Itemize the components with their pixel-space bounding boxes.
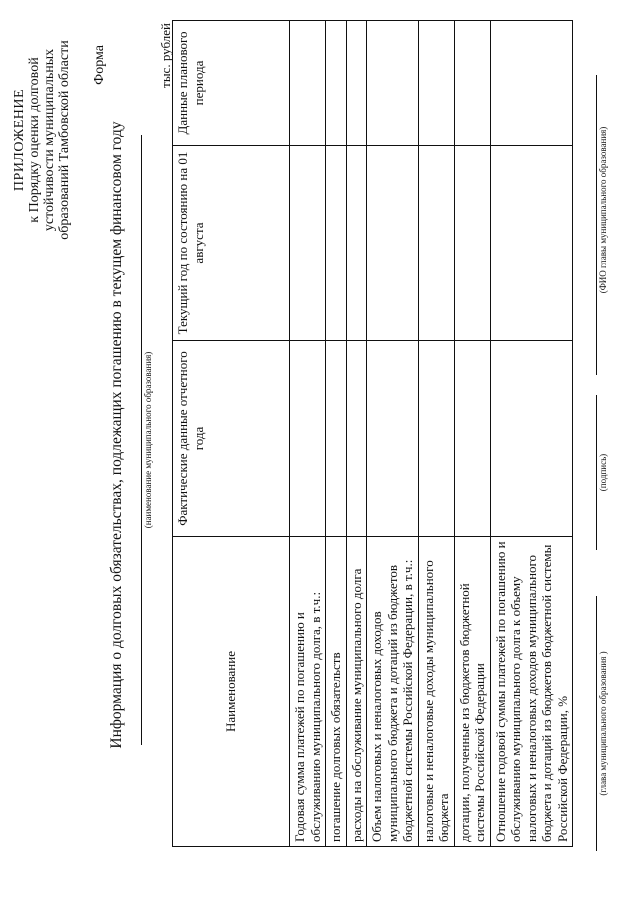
name-caption: (ФИО главы муниципального образования) (598, 126, 608, 294)
cell-plan[interactable] (418, 21, 454, 146)
cell-current[interactable] (454, 146, 490, 341)
cell-current[interactable] (326, 146, 347, 341)
cell-actual[interactable] (290, 341, 326, 537)
signature-caption: (подпись) (598, 453, 608, 492)
appendix-title: ПРИЛОЖЕНИЕ (12, 88, 27, 192)
cell-actual[interactable] (367, 341, 419, 537)
table-row (326, 21, 347, 847)
cell-actual[interactable] (326, 341, 347, 537)
row-label: расходы на обслуживание муниципального долга (346, 537, 367, 847)
appendix-line-1: к Порядку оценки долговой (27, 57, 42, 223)
cell-actual[interactable] (418, 341, 454, 537)
row-label: налоговые и неналоговые доходы муниципального бюджета (418, 537, 454, 847)
municipality-blank-line (140, 135, 142, 745)
cell-plan[interactable] (290, 21, 326, 146)
header-plan: Данные планового периода (173, 21, 290, 146)
table-row (290, 21, 326, 847)
appendix-block (12, 15, 72, 265)
cell-plan[interactable] (326, 21, 347, 146)
table-row (490, 21, 573, 847)
document-heading: Информация о долговых обязательствах, подлежащих погашению в текущем финансовом году (108, 121, 125, 749)
cell-current[interactable] (346, 146, 367, 341)
table-row (346, 21, 367, 847)
cell-plan[interactable] (490, 21, 573, 146)
row-label: Отношение годовой суммы платежей по погашению и обслуживанию муниципального долга к объему налоговых и неналоговых доходов муниципального бюджета и дотаций из бюджетов бюджетной системы Российской Федерации, % (490, 537, 573, 847)
row-label: погашение долговых обязательств (326, 537, 347, 847)
appendix-line-2: устойчивости муниципальных (42, 48, 57, 232)
table-row (454, 21, 490, 847)
head-caption: (глава муниципального образования ) (598, 651, 608, 796)
row-label: Объем налоговых и неналоговых доходов муниципального бюджета и дотаций из бюджетов бюджетной системы Российской Федерации, в т.ч.: (367, 537, 419, 847)
name-signature-line (596, 75, 597, 375)
table-header-row (173, 21, 290, 847)
table-row (418, 21, 454, 847)
cell-plan[interactable] (454, 21, 490, 146)
cell-plan[interactable] (346, 21, 367, 146)
head-signature-line (596, 596, 597, 851)
header-name: Наименование (173, 537, 290, 847)
header-current: Текущий год по состоянию на 01 августа (173, 146, 290, 341)
form-label: Форма (92, 45, 107, 85)
debt-table (172, 20, 573, 847)
cell-current[interactable] (367, 146, 419, 341)
signature-line (596, 395, 597, 550)
cell-current[interactable] (418, 146, 454, 341)
table-row (367, 21, 419, 847)
cell-actual[interactable] (490, 341, 573, 537)
row-label: Годовая сумма платежей по погашению и обслуживанию муниципального долга, в т.ч.: (290, 537, 326, 847)
header-actual: Фактические данные отчетного года (173, 341, 290, 537)
cell-plan[interactable] (367, 21, 419, 146)
cell-actual[interactable] (346, 341, 367, 537)
cell-current[interactable] (490, 146, 573, 341)
appendix-line-3: образований Тамбовской области (57, 40, 72, 240)
row-label: дотации, полученные из бюджетов бюджетной системы Российской Федерации (454, 537, 490, 847)
cell-actual[interactable] (454, 341, 490, 537)
units-label: тыс. рублей (158, 23, 173, 88)
municipality-caption: (наименование муниципального образования) (143, 351, 153, 529)
cell-current[interactable] (290, 146, 326, 341)
